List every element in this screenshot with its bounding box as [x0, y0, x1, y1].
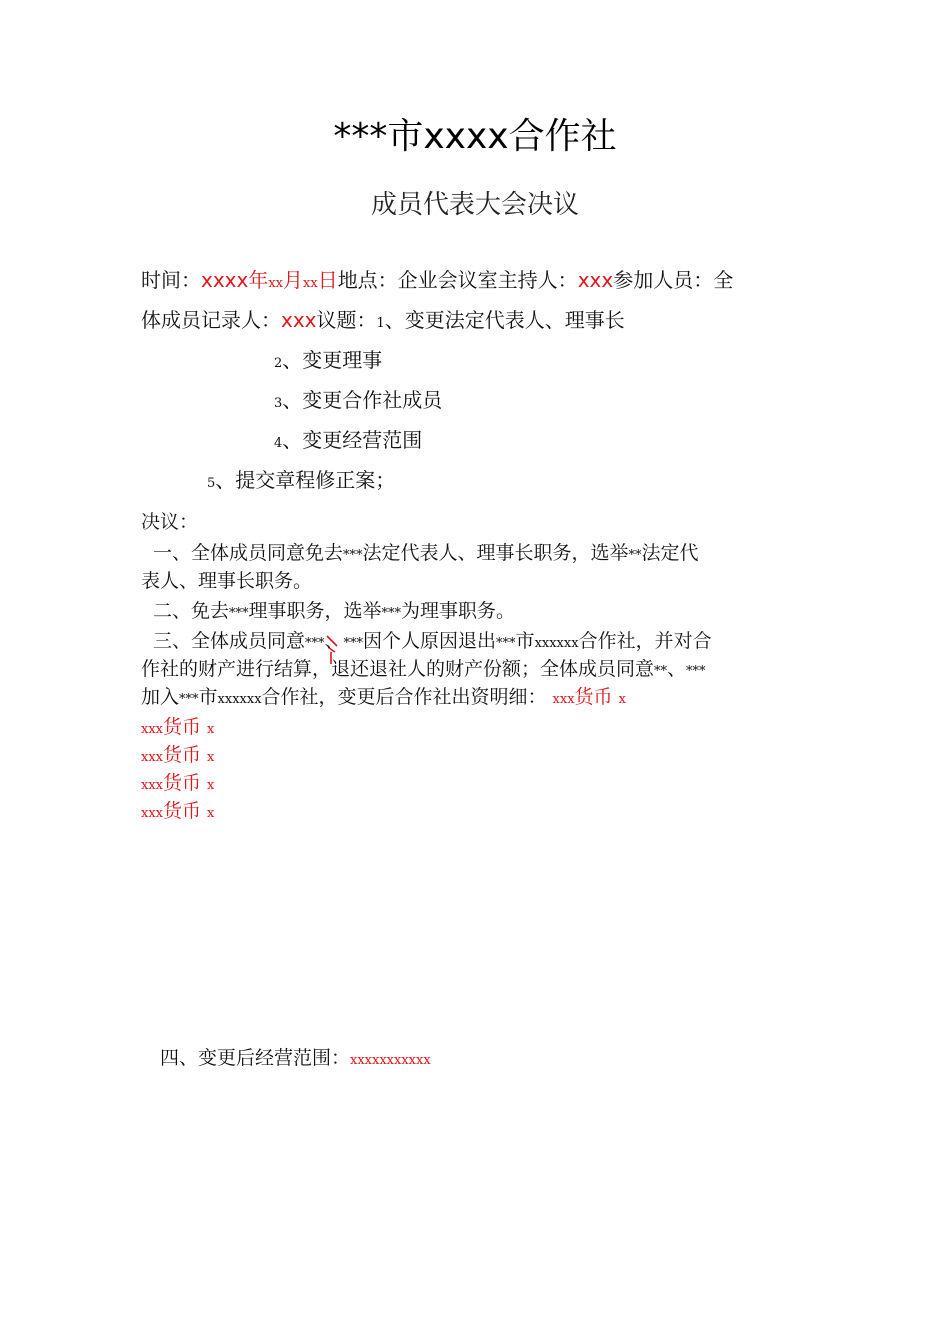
meeting-year: xxxx	[201, 268, 249, 292]
resolution-2: 二、免去***理事职务，选举***为理事职务。	[153, 600, 516, 622]
capital-item: xxx货币 x	[141, 800, 215, 822]
meeting-host: xxx	[577, 268, 614, 292]
correction-mark-icon	[323, 632, 341, 668]
document-subtitle: 成员代表大会决议	[370, 190, 579, 220]
capital-item: xxx货币 x	[141, 716, 215, 738]
resolution-label: 决议：	[141, 511, 199, 533]
capital-item: xxx货币 x	[141, 744, 215, 766]
header-line-2: 体成员记录人：xxx议题：1、变更法定代表人、理事长	[141, 308, 625, 332]
resolution-1-line-2: 表人、理事长职务。	[141, 570, 313, 592]
topic-item: 3、变更合作社成员	[274, 388, 443, 412]
topic-item: 2、变更理事	[274, 348, 383, 372]
topic-item: 5、提交章程修正案；	[207, 468, 396, 492]
document-title: ***市xxxx合作社	[333, 116, 617, 157]
meeting-recorder: xxx	[281, 308, 317, 332]
capital-item: xxx货币 x	[141, 772, 215, 794]
resolution-4: 四、变更后经营范围：xxxxxxxxxxx	[160, 1047, 431, 1069]
resolution-1-line-1: 一、全体成员同意免去***法定代表人、理事长职务，选举**法定代	[153, 542, 699, 564]
meeting-month: xx	[268, 276, 284, 291]
header-line-1: 时间：xxxx年xx月xx日地点：企业会议室主持人：xxx参加人员：全	[141, 268, 734, 292]
resolution-3-line-2: 作社的财产进行结算，退还退社人的财产份额；全体成员同意**、***	[141, 658, 706, 680]
resolution-3-line-3: 加入***市xxxxxx合作社，变更后合作社出资明细： xxx货币 x	[141, 686, 626, 708]
capital-item: xxx	[552, 692, 575, 707]
business-scope-value: xxxxxxxxxxx	[350, 1053, 431, 1068]
meeting-day: xx	[303, 276, 318, 291]
topic-item: 4、变更经营范围	[274, 428, 423, 452]
resolution-3-line-1: 三、全体成员同意***、***因个人原因退出***市xxxxxx合作社，并对合	[153, 630, 712, 652]
